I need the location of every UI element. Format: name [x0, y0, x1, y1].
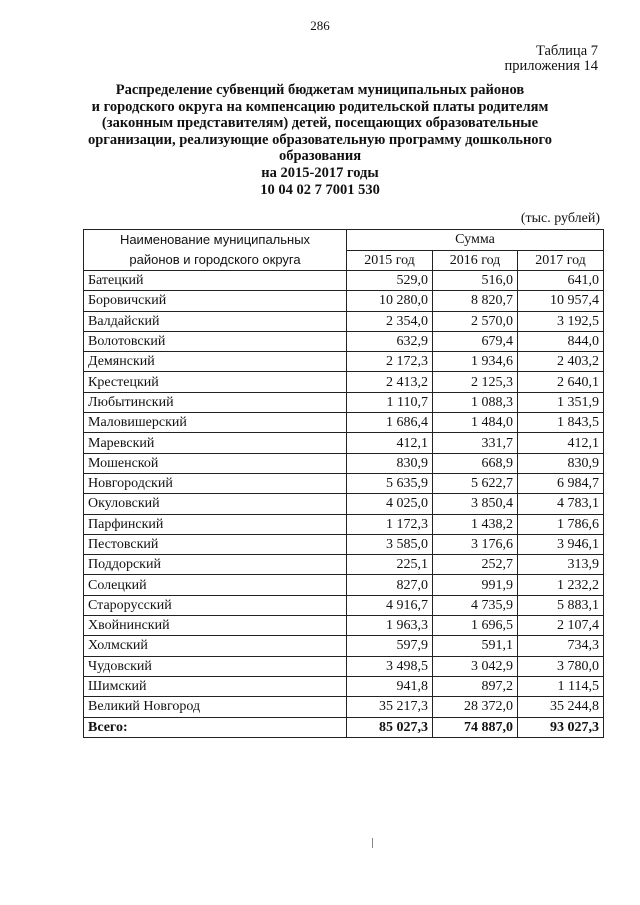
- value-2016: 252,7: [433, 555, 518, 575]
- scan-artifact-mark: [372, 838, 373, 848]
- municipality-name: Шимский: [84, 676, 347, 696]
- municipality-name: Новгородский: [84, 473, 347, 493]
- table-row: [84, 676, 604, 696]
- column-header-name: [84, 230, 347, 271]
- column-header-name-line-1: Наименование муниципальных: [119, 232, 311, 247]
- table-row: [84, 453, 604, 473]
- municipality-name: Волотовский: [84, 331, 347, 351]
- value-2017: 6 984,7: [518, 473, 604, 493]
- table-row: [84, 616, 604, 636]
- table-body: [84, 271, 604, 738]
- table-header-row: [84, 230, 604, 251]
- title-line: и городского округа на компенсацию родительской платы родителям: [91, 98, 549, 115]
- table-row: [84, 595, 604, 615]
- municipality-name: Холмский: [84, 636, 347, 656]
- value-2017: 10 957,4: [518, 291, 604, 311]
- table-row: [84, 392, 604, 412]
- value-2016: 1 484,0: [433, 413, 518, 433]
- municipality-name: Боровичский: [84, 291, 347, 311]
- table-row: [84, 534, 604, 554]
- table-row: [84, 636, 604, 656]
- value-2016: 1 696,5: [433, 616, 518, 636]
- value-2016: 1 438,2: [433, 514, 518, 534]
- value-2017: 3 946,1: [518, 534, 604, 554]
- value-2017: 641,0: [518, 271, 604, 291]
- value-2017: 412,1: [518, 433, 604, 453]
- municipality-name: Крестецкий: [84, 372, 347, 392]
- table-row: [84, 656, 604, 676]
- value-2015: 4 025,0: [347, 494, 433, 514]
- municipality-name: Поддорский: [84, 555, 347, 575]
- value-2016: 591,1: [433, 636, 518, 656]
- value-2015: 10 280,0: [347, 291, 433, 311]
- municipality-name: Валдайский: [84, 311, 347, 331]
- value-2017: 2 107,4: [518, 616, 604, 636]
- value-2015: 2 172,3: [347, 352, 433, 372]
- table-row: [84, 271, 604, 291]
- value-2015: 35 217,3: [347, 697, 433, 717]
- table-row: [84, 311, 604, 331]
- value-2016: 5 622,7: [433, 473, 518, 493]
- value-2016: 991,9: [433, 575, 518, 595]
- value-2016: 2 570,0: [433, 311, 518, 331]
- value-2015: 225,1: [347, 555, 433, 575]
- value-2016: 668,9: [433, 453, 518, 473]
- value-2015: 2 354,0: [347, 311, 433, 331]
- table-row: [84, 575, 604, 595]
- table-row: [84, 372, 604, 392]
- municipality-name: Чудовский: [84, 656, 347, 676]
- municipality-name: Батецкий: [84, 271, 347, 291]
- municipality-name: Великий Новгород: [84, 697, 347, 717]
- value-2016: 28 372,0: [433, 697, 518, 717]
- budget-classification-code: 10 04 02 7 7001 530: [260, 181, 380, 198]
- value-2015: 3 498,5: [347, 656, 433, 676]
- table-row: [84, 331, 604, 351]
- municipality-name: Пестовский: [84, 534, 347, 554]
- value-2017: 844,0: [518, 331, 604, 351]
- title-line: (законным представителям) детей, посещающих образовательные: [101, 115, 539, 132]
- table-reference-line-1: Таблица 7: [535, 43, 598, 59]
- value-2016: 1 088,3: [433, 392, 518, 412]
- municipality-name: Всего:: [84, 717, 347, 737]
- table-row: [84, 352, 604, 372]
- municipality-name: Окуловский: [84, 494, 347, 514]
- title-line: Распределение субвенций бюджетам муниципальных районов: [115, 82, 525, 98]
- value-2015: 1 110,7: [347, 392, 433, 412]
- value-2016: 331,7: [433, 433, 518, 453]
- value-2015: 632,9: [347, 331, 433, 351]
- value-2015: 597,9: [347, 636, 433, 656]
- value-2017: 1 786,6: [518, 514, 604, 534]
- table-reference: [505, 44, 598, 74]
- value-2016: 1 934,6: [433, 352, 518, 372]
- value-2016: 3 042,9: [433, 656, 518, 676]
- value-2017: 830,9: [518, 453, 604, 473]
- value-2017: 3 780,0: [518, 656, 604, 676]
- value-2015: 827,0: [347, 575, 433, 595]
- title-line: образования: [278, 148, 362, 165]
- value-2017: 35 244,8: [518, 697, 604, 717]
- municipality-name: Парфинский: [84, 514, 347, 534]
- value-2017: 5 883,1: [518, 595, 604, 615]
- value-2017: 93 027,3: [518, 717, 604, 737]
- value-2016: 897,2: [433, 676, 518, 696]
- table-row: [84, 494, 604, 514]
- value-2015: 5 635,9: [347, 473, 433, 493]
- column-header-2017: 2017 год: [518, 250, 604, 271]
- table-row: [84, 697, 604, 717]
- title-period: на 2015-2017 годы: [261, 164, 379, 181]
- value-2017: 313,9: [518, 555, 604, 575]
- value-2016: 516,0: [433, 271, 518, 291]
- column-header-name-line-2: районов и городского округа: [129, 252, 301, 267]
- municipality-name: Маловишерский: [84, 413, 347, 433]
- value-2016: 3 850,4: [433, 494, 518, 514]
- value-2015: 529,0: [347, 271, 433, 291]
- subvention-table: [83, 229, 604, 738]
- document-title: [60, 82, 580, 198]
- value-2017: 734,3: [518, 636, 604, 656]
- column-header-2015: 2015 год: [347, 250, 433, 271]
- value-2017: 1 114,5: [518, 676, 604, 696]
- table-reference-line-2: приложения 14: [504, 58, 598, 74]
- value-2015: 4 916,7: [347, 595, 433, 615]
- value-2016: 3 176,6: [433, 534, 518, 554]
- value-2015: 2 413,2: [347, 372, 433, 392]
- value-2017: 4 783,1: [518, 494, 604, 514]
- page-number: 286: [310, 18, 330, 33]
- value-2015: 1 686,4: [347, 413, 433, 433]
- title-line: организации, реализующие образовательную программу дошкольного: [87, 131, 553, 148]
- value-2017: 2 403,2: [518, 352, 604, 372]
- column-header-2016: 2016 год: [433, 250, 518, 271]
- table-row: [84, 413, 604, 433]
- value-2017: 1 351,9: [518, 392, 604, 412]
- value-2015: 1 963,3: [347, 616, 433, 636]
- table-total-row: [84, 717, 604, 737]
- value-2016: 4 735,9: [433, 595, 518, 615]
- municipality-name: Любытинский: [84, 392, 347, 412]
- value-2015: 941,8: [347, 676, 433, 696]
- value-2015: 3 585,0: [347, 534, 433, 554]
- table-row: [84, 473, 604, 493]
- units-label: (тыс. рублей): [520, 211, 600, 226]
- table-row: [84, 555, 604, 575]
- value-2017: 2 640,1: [518, 372, 604, 392]
- value-2015: 830,9: [347, 453, 433, 473]
- municipality-name: Мошенской: [84, 453, 347, 473]
- municipality-name: Маревский: [84, 433, 347, 453]
- value-2017: 3 192,5: [518, 311, 604, 331]
- value-2015: 1 172,3: [347, 514, 433, 534]
- value-2015: 412,1: [347, 433, 433, 453]
- value-2016: 8 820,7: [433, 291, 518, 311]
- column-header-sum: Сумма: [347, 230, 604, 251]
- value-2015: 85 027,3: [347, 717, 433, 737]
- municipality-name: Демянский: [84, 352, 347, 372]
- value-2017: 1 843,5: [518, 413, 604, 433]
- value-2016: 2 125,3: [433, 372, 518, 392]
- municipality-name: Солецкий: [84, 575, 347, 595]
- value-2016: 74 887,0: [433, 717, 518, 737]
- value-2017: 1 232,2: [518, 575, 604, 595]
- municipality-name: Хвойнинский: [84, 616, 347, 636]
- table-row: [84, 291, 604, 311]
- value-2016: 679,4: [433, 331, 518, 351]
- table-row: [84, 433, 604, 453]
- table-row: [84, 514, 604, 534]
- municipality-name: Старорусский: [84, 595, 347, 615]
